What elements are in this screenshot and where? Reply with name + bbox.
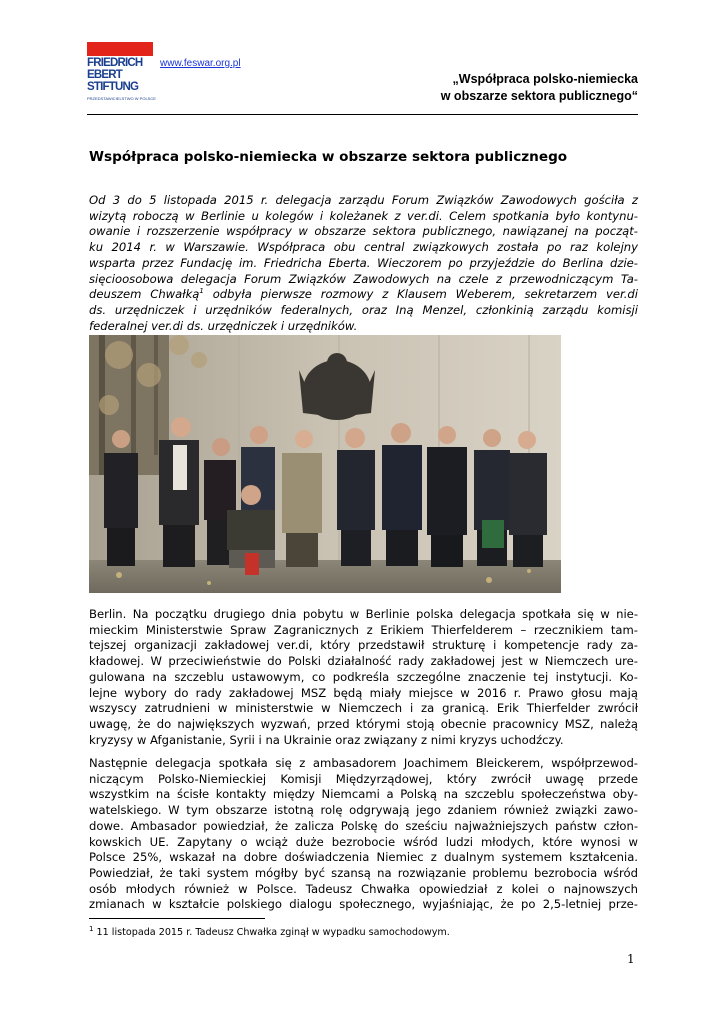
- delegation-photo: [89, 335, 561, 593]
- text-line: Następnie delegacja spotkała się z ambasadorem Joachimem Bleickerem, współprzewod-: [89, 756, 638, 770]
- footnote-rule: [89, 918, 265, 919]
- footnote-marker: 1: [89, 924, 94, 933]
- text-line: owanie i rozszerzenie współpracy w obszarze sektora publicznego, nawiązanej na począt-: [89, 224, 638, 239]
- website-link[interactable]: www.feswar.org.pl: [160, 58, 241, 69]
- footnote-text: 11 listopada 2015 r. Tadeusz Chwałka zginął w wypadku samochodowym.: [93, 927, 450, 938]
- delegation-photo-image: [89, 335, 561, 593]
- text-line: uwagę, że do największych wyzwań, przed którymi stoją obecnie pracownicy MSZ, należą: [89, 716, 638, 731]
- text-fragment: deuszem Chwałką: [89, 287, 200, 302]
- text-line: Berlin. Na początku drugiego dnia pobytu w Berlinie polska delegacja spotkała się w nie-: [89, 607, 638, 621]
- text-line: mieckim Ministerstwie Spraw Zagranicznych z Erikiem Thierfelderem – rzecznikiem tam-: [89, 622, 638, 637]
- paragraph-ambassador: [89, 756, 638, 913]
- text-line: Powiedział, że taki system mógłby być szansą na rozwiązanie problemu bezrobocia wśród: [89, 865, 638, 880]
- fes-logo: [87, 42, 157, 108]
- text-line: wizytą roboczą w Berlinie u kolegów i koleżanek z ver.di. Celem spotkania było kontynu-: [89, 208, 638, 223]
- logo-text-line: STIFTUNG: [87, 81, 139, 93]
- text-line: watelskiego. W tym obszarze istotną rolę odgrywają jego zdaniem również związki zawo-: [89, 803, 638, 818]
- page-number: 1: [627, 952, 635, 966]
- footnote: [89, 924, 450, 938]
- text-line: osób młodych również w Polsce. Tadeusz Chwałka opowiedział z kolei o najnowszych: [89, 881, 638, 896]
- text-line: wszystkim na ścisłe kontakty między Niemcami a Polską na szczeblu społeczeństwa oby-: [89, 787, 638, 802]
- text-line: sięcioosobowa delegacja Forum Związków Zawodowych na czele z przewodniczącym Ta-: [89, 271, 638, 286]
- text-line: ku 2014 r. w Warszawie. Współpraca obu central związkowych została po raz kolejny: [89, 240, 638, 255]
- text-fragment: odbyła pierwsze rozmowy z Klausem Weberem, sekretarzem ver.di: [203, 287, 638, 302]
- header-title-line: „Współpraca polsko-niemiecka: [452, 72, 638, 86]
- text-line: kładowej. W przeciwieństwie do Polski działalność rady zakładowej jest w Niemczech ure-: [89, 654, 638, 669]
- article-title: Współpraca polsko-niemiecka w obszarze sektora publicznego: [89, 149, 568, 165]
- logo-text-line: EBERT: [87, 69, 122, 81]
- logo-subtitle: PRZEDSTAWICIELSTWO W POLSCE: [87, 96, 156, 101]
- logo-text-line: FRIEDRICH: [87, 57, 143, 69]
- header-rule: [87, 114, 638, 115]
- text-line: dowe. Ambasador powiedział, że zalicza Polskę do sześciu najważniejszych państw człon-: [89, 818, 638, 833]
- text-line: Od 3 do 5 listopada 2015 r. delegacja zarządu Forum Związków Zawodowych gościła z: [89, 193, 638, 207]
- header-title-line: w obszarze sektora publicznego“: [440, 89, 638, 103]
- paragraph-berlin: [89, 607, 638, 748]
- text-line: ds. urzędniczek i urzędników federalnych, oraz Iną Menzel, członkinią zarządu komisji: [89, 302, 638, 317]
- footnote-ref[interactable]: 1: [199, 287, 204, 296]
- text-line: tejszej organizacji zakładowej ver.di, który przedstawił strukturę i kompetencje rady za-: [89, 638, 638, 653]
- logo-red-bar: [87, 42, 153, 56]
- text-line: kryzysy w Afganistanie, Syrii i na Ukrainie oraz związany z nimi kryzys uchodźczy.: [89, 732, 564, 747]
- text-line: Polsce 25%, wskazał na dobre doświadczenia Niemiec z dualnym systemem kształcenia.: [89, 850, 638, 865]
- text-line: zmianach w kształcie polskiego dialogu społecznego, wyjaśniając, że po 2,5-letniej prze-: [89, 897, 638, 912]
- text-line: [89, 287, 638, 303]
- header-title: [441, 71, 638, 105]
- text-line: wsparta przez Fundację im. Friedricha Eberta. Wieczorem po przyjeździe do Berlina dzie-: [89, 255, 638, 270]
- text-line: niczącym Polsko-Niemieckiej Komisji Międzyrządowej, który zwrócił uwagę przede: [89, 771, 638, 786]
- text-line: gulowana na szczeblu ustawowym, co podkreśla szczególne znaczenie tej instytucji. Ko-: [89, 669, 638, 684]
- text-line: lejne wybory do rady zakładowej MSZ będą miały miejsce w 2016 r. Prawo głosu mają: [89, 685, 638, 700]
- text-line: kowskich UE. Zapytany o wciąż duże bezrobocie wśród ludzi młodych, które wynosi w: [89, 834, 638, 849]
- text-line: federalnej ver.di ds. urzędniczek i urzędników.: [89, 318, 358, 333]
- text-line: wszyscy zatrudnieni w ministerstwie w Niemczech i za granicą. Erik Thierfelder zwrócił: [89, 701, 638, 716]
- intro-paragraph: [89, 193, 638, 334]
